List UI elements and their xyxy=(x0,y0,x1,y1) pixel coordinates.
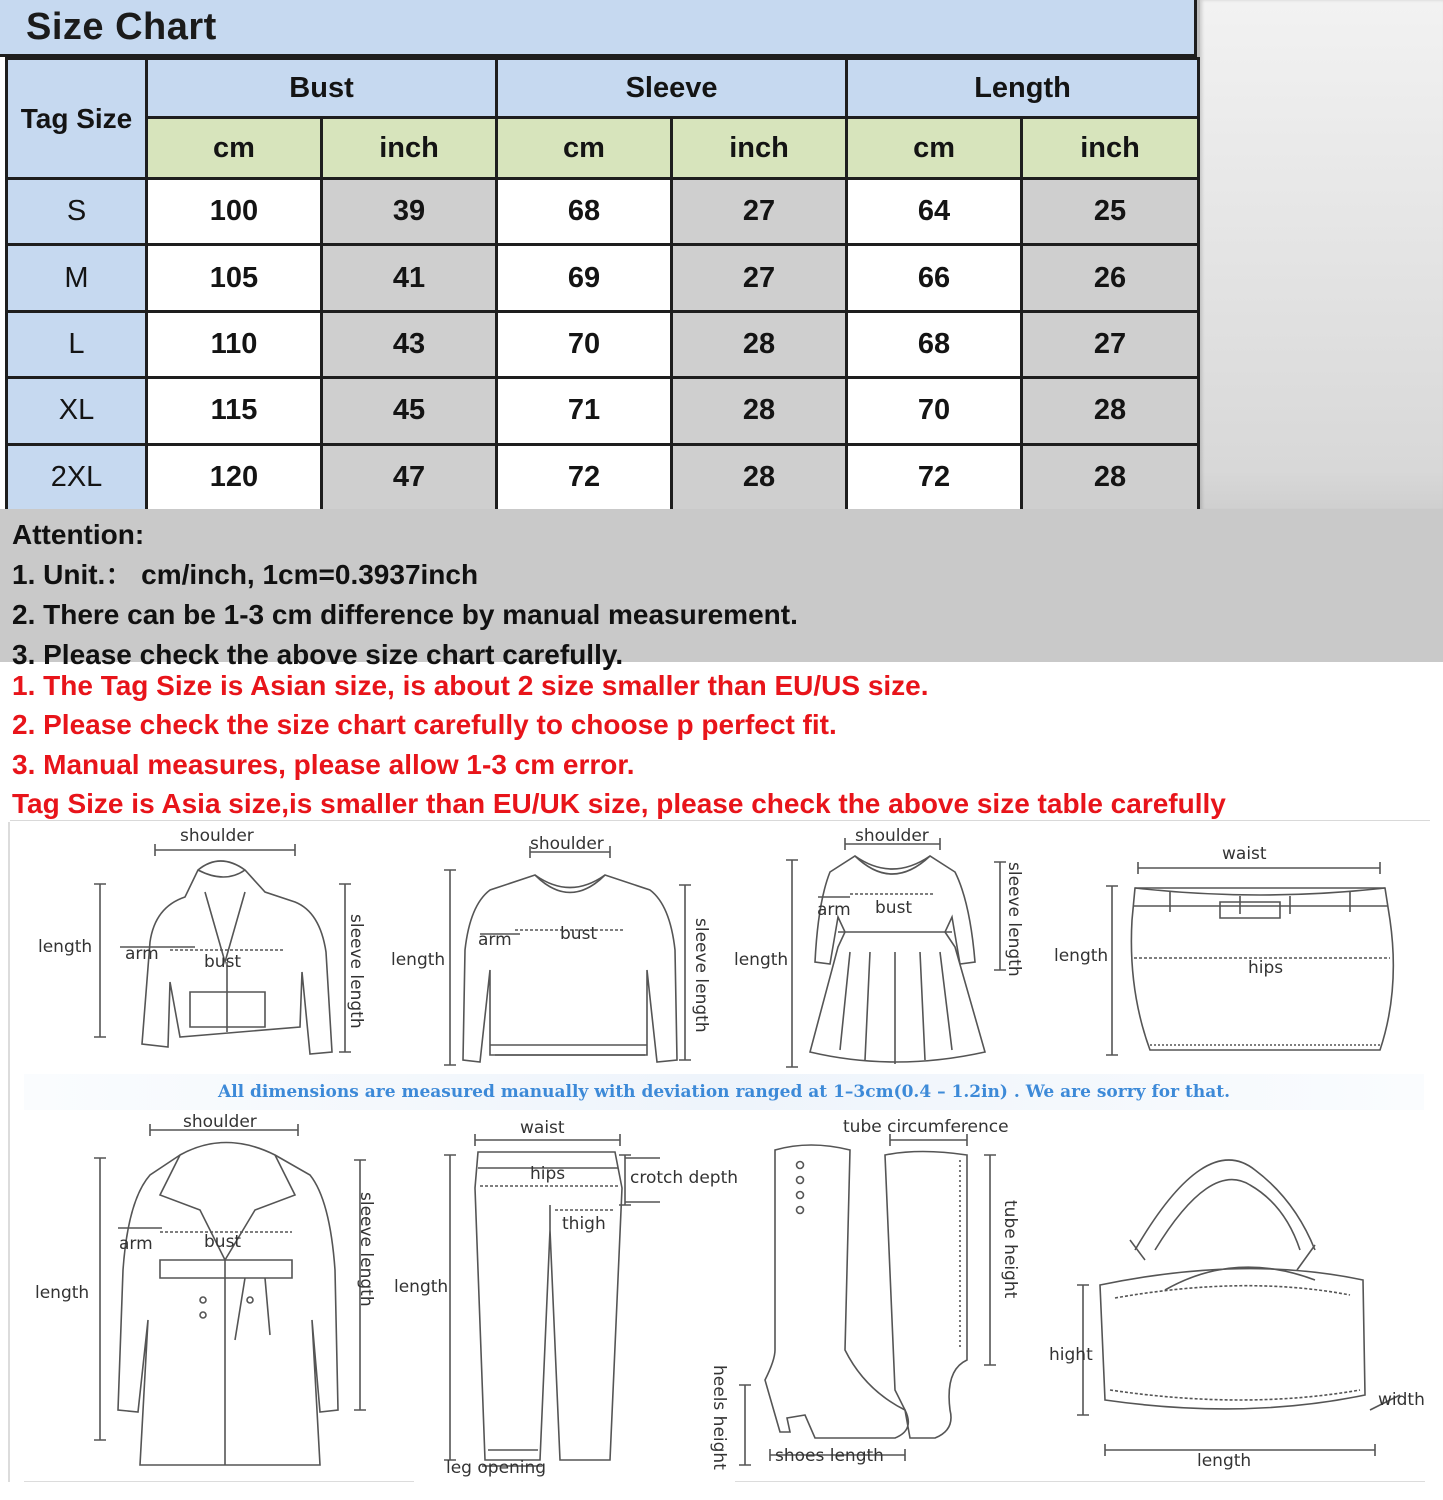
boots-diagram xyxy=(705,1110,1035,1480)
length-label: length xyxy=(391,950,446,970)
size-cell: M xyxy=(7,245,147,311)
length-cm-cell: 70 xyxy=(847,378,1022,444)
sleeve-inch-cell: 28 xyxy=(672,311,847,377)
table-row xyxy=(7,311,1199,377)
hight-label: hight xyxy=(1049,1345,1093,1365)
red-notes xyxy=(12,666,1432,824)
size-cell: XL xyxy=(7,378,147,444)
boots-icon xyxy=(705,1110,1035,1480)
length-cm-header: cm xyxy=(847,118,1022,179)
sleeve-length-label: sleeve length xyxy=(691,918,711,1033)
length-label: length xyxy=(35,1283,90,1303)
disclaimer-text: All dimensions are measured manually with deviation ranged at 1–3cm(0.4 – 1.2in) . We are sorry for that. xyxy=(218,1082,1230,1102)
attention-line: 2. There can be 1-3 cm difference by manual measurement. xyxy=(12,599,798,630)
shoulder-label: shoulder xyxy=(183,1112,257,1132)
bust-header: Bust xyxy=(147,59,497,118)
length-inch-cell: 26 xyxy=(1022,245,1199,311)
length-inch-header: inch xyxy=(1022,118,1199,179)
bust-cm-cell: 115 xyxy=(147,378,322,444)
sleeve-cm-cell: 70 xyxy=(497,311,672,377)
shoes-length-label: shoes length xyxy=(775,1446,884,1466)
length-inch-cell: 28 xyxy=(1022,378,1199,444)
sleeve-length-label: sleeve length xyxy=(1004,862,1024,977)
bust-label: bust xyxy=(204,952,242,972)
divider xyxy=(735,1481,1425,1482)
note-line: Tag Size is Asia size,is smaller than EU/UK size, please check the above size table carefully xyxy=(12,788,1226,820)
tube-circumference-label: tube circumference xyxy=(843,1117,1009,1137)
sleeve-inch-cell: 27 xyxy=(672,179,847,245)
shoulder-label: shoulder xyxy=(855,826,929,846)
tube-height-label: tube height xyxy=(1000,1200,1020,1299)
sleeve-header: Sleeve xyxy=(497,59,847,118)
length-label: length xyxy=(394,1277,449,1297)
length-label: length xyxy=(1054,946,1109,966)
bust-cm-cell: 100 xyxy=(147,179,322,245)
length-cm-cell: 66 xyxy=(847,245,1022,311)
bust-cm-cell: 110 xyxy=(147,311,322,377)
note-line: 3. Manual measures, please allow 1-3 cm error. xyxy=(12,748,635,780)
attention-line: 3. Please check the above size chart carefully. xyxy=(12,639,624,670)
size-cell: S xyxy=(7,179,147,245)
sleeve-inch-cell: 27 xyxy=(672,245,847,311)
divider xyxy=(10,820,1430,821)
title-bar xyxy=(0,0,1197,57)
sweater-diagram xyxy=(385,830,725,1070)
dress-icon xyxy=(730,822,1040,1072)
bust-inch-cell: 45 xyxy=(322,378,497,444)
length-inch-cell: 27 xyxy=(1022,311,1199,377)
length-label: length xyxy=(1197,1451,1252,1471)
attention-box xyxy=(0,509,1443,670)
crotch-depth-label: crotch depth xyxy=(630,1168,739,1188)
hips-label: hips xyxy=(530,1164,566,1184)
sleeve-cm-cell: 71 xyxy=(497,378,672,444)
bust-inch-cell: 39 xyxy=(322,179,497,245)
table-row xyxy=(7,179,1199,245)
bust-inch-header: inch xyxy=(322,118,497,179)
shoulder-label: shoulder xyxy=(180,826,254,846)
bag-icon xyxy=(1045,1150,1440,1480)
attention-heading: Attention: xyxy=(12,519,145,550)
dress-diagram xyxy=(730,822,1040,1072)
heels-height-label: heels height xyxy=(709,1365,729,1470)
bust-cm-cell: 105 xyxy=(147,245,322,311)
tag-size-header: Tag Size xyxy=(7,59,147,179)
bag-diagram xyxy=(1045,1150,1440,1480)
length-cm-cell: 72 xyxy=(847,444,1022,510)
sleeve-cm-cell: 72 xyxy=(497,444,672,510)
bust-label: bust xyxy=(875,898,913,918)
sleeve-inch-header: inch xyxy=(672,118,847,179)
note-line: 2. Please check the size chart carefully to choose p perfect fit. xyxy=(12,709,837,741)
note-line: 1. The Tag Size is Asian size, is about 2 size smaller than EU/US size. xyxy=(12,670,929,701)
bust-inch-cell: 43 xyxy=(322,311,497,377)
table-row xyxy=(7,378,1199,444)
length-label: length xyxy=(38,937,93,957)
waist-label: waist xyxy=(1222,844,1267,864)
length-cm-cell: 68 xyxy=(847,311,1022,377)
sleeve-cm-header: cm xyxy=(497,118,672,179)
skirt-diagram xyxy=(1050,840,1400,1065)
size-table xyxy=(5,57,1200,512)
disclaimer-band xyxy=(24,1074,1424,1110)
right-gray-panel xyxy=(1197,0,1443,516)
bust-cm-cell: 120 xyxy=(147,444,322,510)
width-label: width xyxy=(1378,1390,1425,1410)
arm-label: arm xyxy=(125,944,159,964)
sleeve-inch-cell: 28 xyxy=(672,444,847,510)
leg-opening-label: leg opening xyxy=(446,1458,547,1478)
sleeve-cm-cell: 68 xyxy=(497,179,672,245)
arm-label: arm xyxy=(817,900,851,920)
hips-label: hips xyxy=(1248,958,1284,978)
bust-cm-header: cm xyxy=(147,118,322,179)
bust-inch-cell: 41 xyxy=(322,245,497,311)
length-label: length xyxy=(734,950,789,970)
waist-label: waist xyxy=(520,1118,565,1138)
shoulder-label: shoulder xyxy=(530,834,604,854)
divider xyxy=(24,1481,414,1482)
size-cell: L xyxy=(7,311,147,377)
length-inch-cell: 25 xyxy=(1022,179,1199,245)
sleeve-length-label: sleeve length xyxy=(346,914,366,1029)
arm-label: arm xyxy=(478,930,512,950)
bust-label: bust xyxy=(204,1232,242,1252)
size-cell: 2XL xyxy=(7,444,147,510)
attention-line: 1. Unit.： cm/inch, 1cm=0.3937inch xyxy=(12,559,479,590)
table-row xyxy=(7,245,1199,311)
bust-inch-cell: 47 xyxy=(322,444,497,510)
sleeve-inch-cell: 28 xyxy=(672,378,847,444)
hoodie-diagram xyxy=(20,822,380,1072)
sleeve-cm-cell: 69 xyxy=(497,245,672,311)
table-row xyxy=(7,444,1199,510)
length-inch-cell: 28 xyxy=(1022,444,1199,510)
page-title: Size Chart xyxy=(26,6,217,48)
length-cm-cell: 64 xyxy=(847,179,1022,245)
arm-label: arm xyxy=(119,1234,153,1254)
sleeve-length-label: sleeve length xyxy=(356,1192,376,1307)
bust-label: bust xyxy=(560,924,598,944)
length-header: Length xyxy=(847,59,1199,118)
divider xyxy=(8,822,10,1482)
thigh-label: thigh xyxy=(562,1214,606,1234)
coat-diagram xyxy=(20,1110,390,1480)
